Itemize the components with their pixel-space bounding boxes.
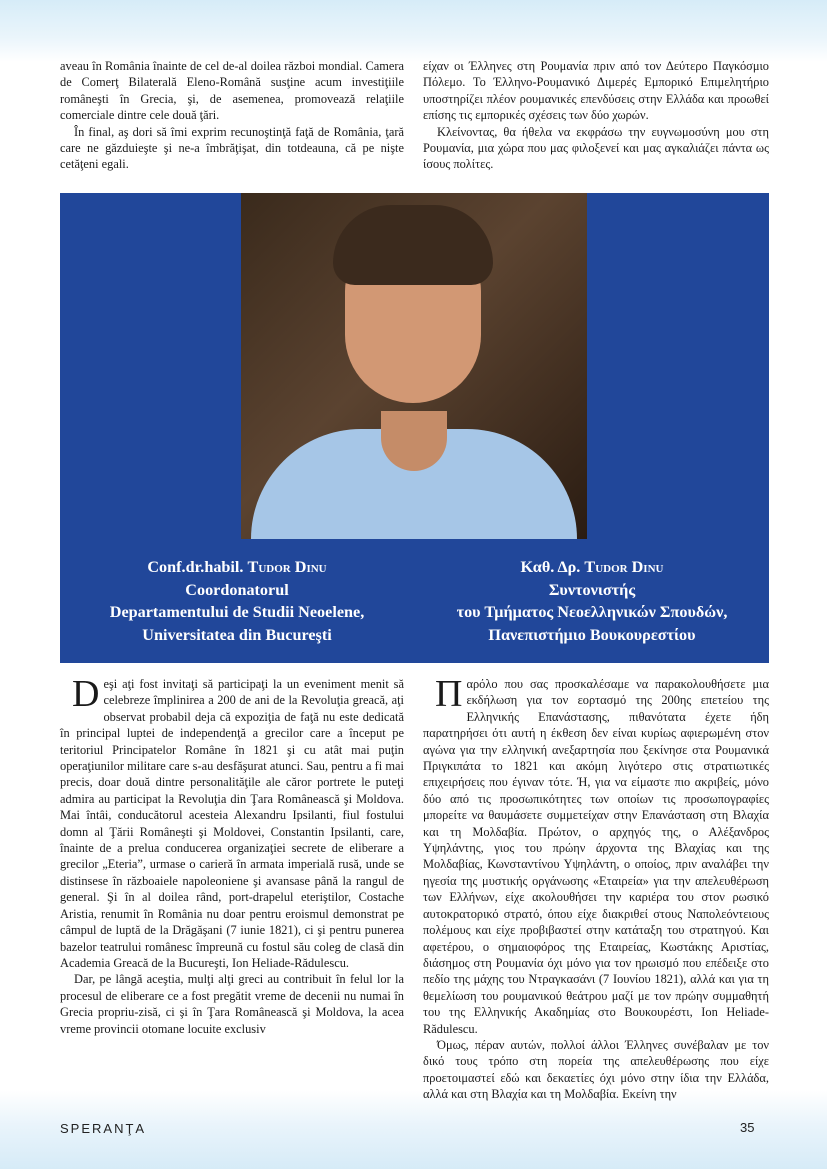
- caption-university: Universitatea din Bucureşti: [142, 625, 332, 644]
- top-decorative-band: [0, 0, 827, 62]
- portrait-panel: [60, 193, 769, 663]
- paragraph: είχαν οι Έλληνες στη Ρουμανία πριν από τον Δεύτερο Παγκόσμιο Πόλεμο. Το Έλληνο-Ρουμανικό Διμερές Εμπορικό Επιμελητήριο υποστηρίζει πλέον ρουμανικές επενδύσεις στην Ελλάδα και προωθεί επίσης τις εμπορικές σχέσεις των δύο χωρών.: [423, 59, 769, 123]
- caption-title-prefix: Conf.dr.habil.: [147, 558, 244, 576]
- caption-title-prefix: Καθ. Δρ.: [520, 558, 581, 576]
- page-number: 35: [740, 1120, 755, 1135]
- article-column-romanian: [60, 673, 404, 1037]
- paragraph: [423, 673, 769, 1037]
- paragraph: aveau în România înainte de cel de-al doilea război mondial. Camera de Comerţ Bilaterală Eleno-Română susţine acum investiţiile româneşti în Grecia, şi, de asemenea, promovează relaţiile comerciale dintre cele două ţări.: [60, 59, 404, 123]
- magazine-title: SPERANŢA: [60, 1121, 147, 1136]
- paragraph: În final, aş dori să îmi exprim recunoştinţă faţă de România, ţară care ne găzduieşte şi ne-a îmbrăţişat, din totdeauna, că pe nişte cetăţeni egali.: [60, 124, 404, 172]
- paragraph-text: αρόλο που σας προσκαλέσαμε να παρακολουθήσετε μια εκδήλωση για τον εορτασμό της 200ης επετείου της Ελληνικής Επανάστασης, πιθανότατα έχετε ήδη παρατηρήσει ότι αυτή η έκθεση δεν είναι κυρίως αφιερωμένη στον αγώνα για την ελληνική ανεξαρτησία που ξεκίνησε στα Ρουμανικά Πριγκιπάτα το 1821 και ακόμη λιγότερο στις στρατιωτικές επιχειρήσεις που έγιναν τότε. Ή, για να είμαστε πιο ακριβείς, μόνο δύο από τις προσωπικότητες των οποίων τις προσωπογραφίες μπορείτε να θαυμάσετε συμμετείχαν στην Επανάσταση στη Βλαχία και τη Μολδαβία. Πρώτον, ο αρχηγός της, ο Αλέξανδρος Υψηλάντης, γιος του πρώην άρχοντα της Βλαχίας και της Μολδαβίας, Κωνσταντίνου Υψηλάντη, ο οποίος, πριν αναλάβει την ηγεσία της μυστικής οργάνωσης «Εταιρεία» για την απελευθέρωση των Ελλήνων, είχε ακολουθήσει την καριέρα του στον ρωσικό αυτοκρατορικό στρατό, όπου είχε διακριθεί στους Ναπολεόντειους πολέμους και είχε προβιβαστεί στην κατάταξη του στρατηγού. Και αφετέρου, ο σημαιοφόρος της Εταιρείας, Κωστάκης Αριστίας, διάσημος στη Ρουμανία όχι μόνο για τον ηρωισμό που επέδειξε στο πεδίο της μάχης του Ντραγκασάνι (7 Ιουνίου 1821), αλλά και για τη θεμελίωση του ρουμανικού θεάτρου μαζί με τον πρώην συμμαθητή του της Ελληνικής Ακαδημίας στο Βουκουρέστι, Ion Heliade-Rădulescu.: [423, 677, 769, 1036]
- caption-role: Συντονιστής: [548, 580, 636, 599]
- caption-department: του Τμήματος Νεοελληνικών Σπουδών,: [456, 603, 728, 621]
- paragraph-text: eşi aţi fost invitaţi să participaţi la un eveniment menit să celebreze împlinirea a 200 de ani de la Revoluţia greacă, aţi observat probabil deja că expoziţia de faţă nu este dedicată în principal luptei de independenţă a grecilor care a început pe teritoriul Principatelor Române în 1821 şi cu atât mai puţin operaţiunilor militare care s-au desfăşurat atunci. Sau, pentru a fi mai precis, doar două dintre personalităţile ale căror portrete le puteţi admira au participat la Revoluţia din Ţara Românească şi Moldova. Mai întâi, conducătorul acesteia Alexandru Ipsilanti, fiul fostului domn al Ţării Româneşti şi Moldovei, Constantin Ipsilanti, care, înainte de a prelua conducerea organizaţiei secrete de eliberare a grecilor „Eteria”, urmase o carieră în armata imperială rusă, unde se distinsese în războaiele napoleoniene şi avansase până la rangul de general. Şi în al doilea rând, port-drapelul eteriştilor, Costache Aristia, renumit în România nu doar pentru eroismul demonstrat pe câmpul de luptă de la Drăgăşani (7 iunie 1821), ci şi pentru punerea bazelor teatrului românesc împreună cu fostul său coleg de clasă din Academia Greacă de la Bucureşti, Ion Heliade-Rădulescu.: [60, 677, 404, 970]
- caption-university: Πανεπιστήμιο Βουκουρεστίου: [488, 625, 696, 644]
- caption-romanian: [60, 556, 414, 646]
- top-right-column-greek: [423, 58, 769, 173]
- portrait-photo: [241, 193, 587, 539]
- caption-name: Tudor Dinu: [247, 558, 327, 576]
- caption-name-line: [415, 556, 769, 579]
- paragraph: [60, 673, 404, 971]
- top-left-column-romanian: [60, 58, 404, 173]
- paragraph: Dar, pe lângă aceştia, mulţi alţi greci au contribuit în felul lor la procesul de eliberare ce a fost pregătit vreme de decenii nu numai în Grecia propriu-zisă, ci şi în Ţara Românească şi Moldova, la acea vreme provincii otomane locuite exclusiv: [60, 972, 404, 1036]
- drop-cap: Π: [435, 673, 463, 715]
- article-column-greek: [423, 673, 769, 1103]
- drop-cap: D: [72, 673, 100, 715]
- caption-role: Coordonatorul: [185, 580, 289, 599]
- portrait-hair: [333, 205, 493, 285]
- paragraph: Κλείνοντας, θα ήθελα να εκφράσω την ευγνωμοσύνη μου στη Ρουμανία, μια χώρα που μας φιλοξενεί και μας αγκαλιάζει πάντα ως ίσους πολίτες.: [423, 124, 769, 172]
- caption-department: Departamentului de Studii Neoelene,: [109, 603, 365, 621]
- caption-name: Tudor Dinu: [584, 558, 664, 576]
- paragraph: Όμως, πέραν αυτών, πολλοί άλλοι Έλληνες συνέβαλαν με τον δικό τους τρόπο στη πορεία της απελευθέρωσης που είχε προετοιμαστεί εδώ και δεκαετίες όχι μόνο στην ίδια την Ελλάδα, αλλά και στη Βλαχία και τη Μολδαβία. Εκείνη την: [423, 1037, 769, 1102]
- caption-name-line: [60, 556, 414, 579]
- caption-greek: [415, 556, 769, 646]
